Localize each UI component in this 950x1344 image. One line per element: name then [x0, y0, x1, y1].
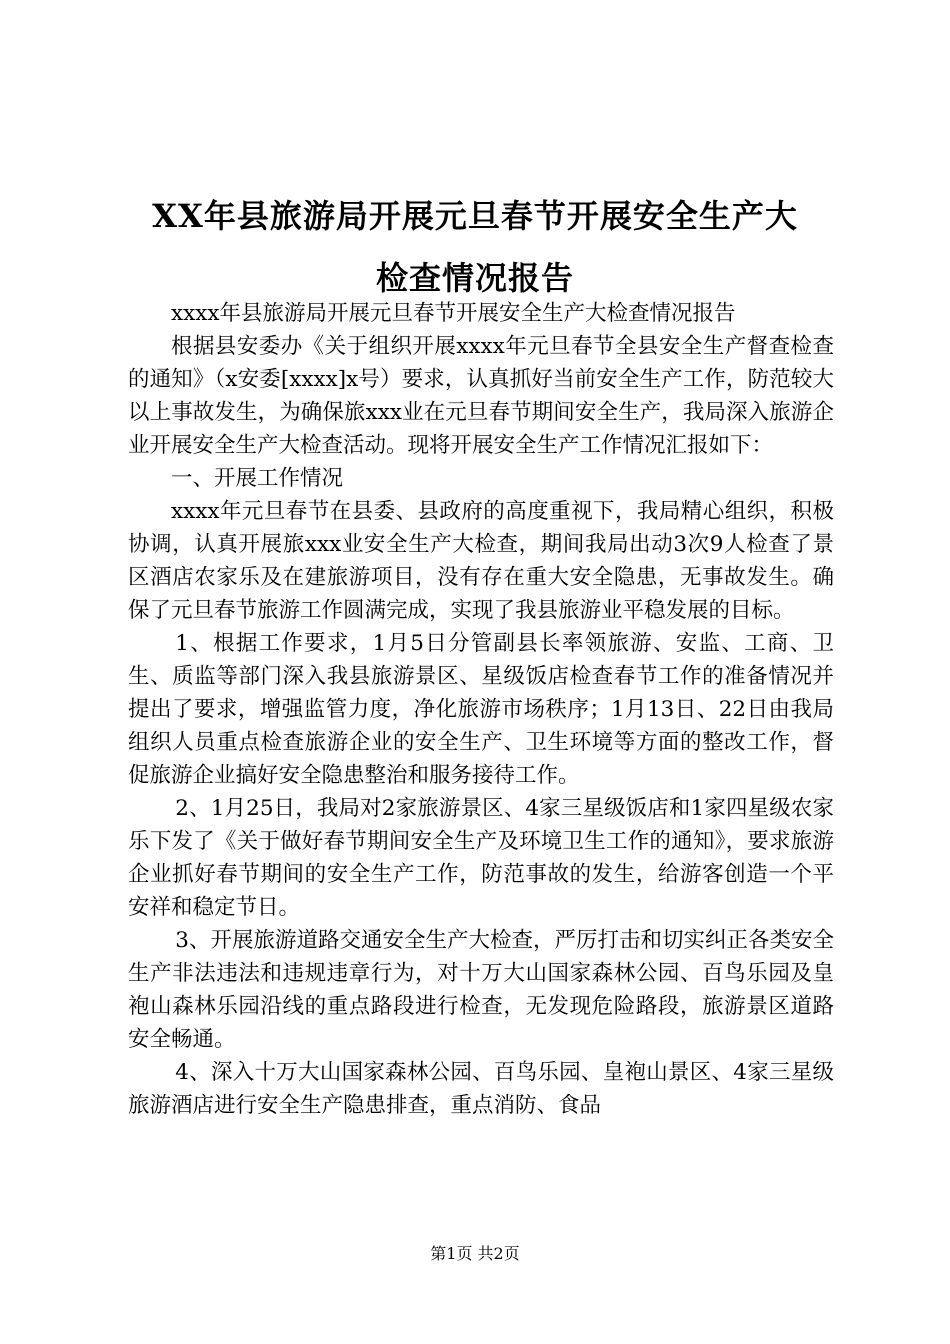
document-body	[128, 297, 834, 1122]
section-heading: 一、开展工作情况	[171, 466, 344, 491]
intro-paragraph: 根据县安委办《关于组织开展xxxx年元旦春节全县安全生产督查检查的通知》（x安委[xxxx]x号）要求，认真抓好当前安全生产工作，防范较大以上事故发生，为确保旅xxx业在元旦春节期间安全生产，我局深入旅游企业开展安全生产大检查活动。现将开展安全生产工作情况汇报如下：	[128, 334, 834, 458]
title-line-1: XX年县旅游局开展元旦春节开展安全生产大	[152, 197, 798, 235]
overview-paragraph: xxxx年元旦春节在县委、县政府的高度重视下，我局精心组织，积极协调，认真开展旅xxx业安全生产大检查，期间我局出动3次9人检查了景区酒店农家乐及在建旅游项目，没有存在重大安全隐患，无事故发生。确保了元旦春节旅游工作圆满完成，实现了我县旅游业平稳发展的目标。	[128, 499, 834, 623]
item-paragraph-1: 1、根据工作要求，1月5日分管副县长率领旅游、安监、工商、卫生、质监等部门深入我县旅游景区、星级饭店检查春节工作的准备情况并提出了要求，增强监管力度，净化旅游市场秩序；1月13日、22日由我局组织人员重点检查旅游企业的安全生产、卫生环境等方面的整改工作，督促旅游企业搞好安全隐患整治和服务接待工作。	[128, 631, 834, 788]
subtitle-paragraph: xxxx年县旅游局开展元旦春节开展安全生产大检查情况报告	[171, 301, 736, 326]
title-line-2: 检查情况报告	[375, 259, 574, 297]
item-paragraph-4: 4、深入十万大山国家森林公园、百鸟乐园、皇袍山景区、4家三星级旅游酒店进行安全生产隐患排查，重点消防、食品	[128, 1060, 834, 1118]
item-paragraph-2: 2、1月25日，我局对2家旅游景区、4家三星级饭店和1家四星级农家乐下发了《关于做好春节期间安全生产及环境卫生工作的通知》，要求旅游企业抓好春节期间的安全生产工作，防范事故的发生，给游客创造一个平安祥和稳定节日。	[128, 796, 834, 920]
page-footer: 第1页 共2页	[430, 1244, 520, 1263]
item-paragraph-3: 3、开展旅游道路交通安全生产大检查，严厉打击和切实纠正各类安全生产非法违法和违规违章行为，对十万大山国家森林公园、百鸟乐园及皇袍山森林乐园沿线的重点路段进行检查，无发现危险路段，旅游景区道路安全畅通。	[128, 928, 834, 1052]
document-title	[120, 185, 830, 309]
